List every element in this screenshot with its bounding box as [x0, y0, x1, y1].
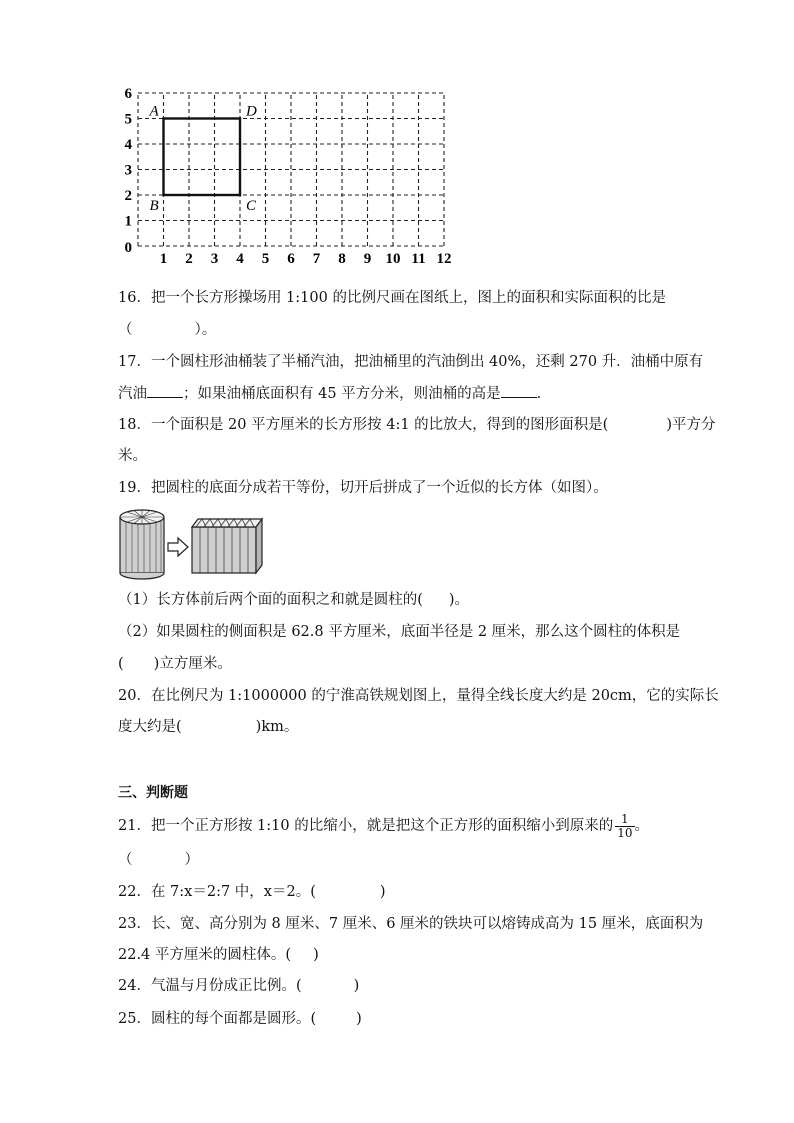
cylinder-figure-svg: [116, 503, 266, 583]
q20-open: 度大约是(: [118, 719, 182, 735]
point-label-c: C: [246, 198, 257, 214]
q19-sub1-text: （1）长方体前后两个面的面积之和就是圆柱的(: [118, 592, 423, 608]
q16-line1: 16．把一个长方形操场用 1:100 的比例尺画在图纸上，图上的面积和实际面积的比是: [118, 290, 666, 306]
cylinder-to-cuboid-figure: [116, 503, 266, 583]
y-tick-label: 6: [124, 86, 132, 102]
x-tick-label: 1: [159, 251, 168, 267]
x-tick-label: 2: [185, 251, 193, 267]
x-tick-label: 11: [411, 251, 426, 267]
q20-line1: 20．在比例尺为 1:1000000 的宁淮高铁规划图上，量得全线长度大约是 20cm，它的实际长: [118, 688, 719, 704]
q17-answer-blank-1[interactable]: [147, 397, 183, 398]
q19-sub1-close: )。: [448, 592, 470, 608]
y-tick-label: 4: [124, 137, 132, 153]
grid-svg: [112, 86, 462, 280]
q22-text: 22．在 7:x＝2:7 中，x＝2。(: [118, 884, 316, 900]
q19-sub2-open: (: [118, 656, 124, 672]
point-label-d: D: [246, 103, 257, 120]
section-title-judgment: 三、判断题: [118, 785, 188, 801]
q23-close: ): [313, 947, 319, 963]
q24-line: [118, 976, 359, 996]
point-label-a: A: [149, 103, 159, 120]
q25-text: 25．圆柱的每个面都是圆形。(: [118, 1011, 317, 1027]
x-tick-label: 3: [210, 251, 219, 267]
point-label-b: B: [149, 198, 159, 214]
x-tick-label: 7: [312, 251, 321, 267]
q21-end: 。: [634, 818, 650, 834]
q16-line2: [118, 320, 216, 340]
y-tick-label: 1: [124, 213, 132, 230]
q22-line: [118, 882, 386, 902]
x-tick-label: 9: [363, 251, 372, 267]
q19-sub2-line2: [118, 654, 232, 674]
arrow-shape: [168, 538, 188, 556]
q23-text: 22.4 平方厘米的圆柱体。(: [118, 947, 292, 963]
q18-close: )平方分: [666, 417, 716, 433]
q22-close: ): [379, 884, 386, 900]
cylinder-shape: [120, 510, 164, 579]
x-tick-label: 12: [436, 251, 452, 267]
origin-label: 0: [124, 240, 132, 256]
q21-line2: [118, 850, 199, 870]
q21-close: ）: [184, 852, 199, 868]
q18-line1: [118, 415, 716, 435]
q17-line2: [118, 384, 551, 404]
coordinate-grid-figure: [112, 86, 462, 280]
q19-sub1: [118, 590, 469, 610]
q21-text: 21．把一个正方形按 1:10 的比缩小，就是把这个正方形的面积缩小到原来的: [118, 818, 614, 834]
x-tick-label: 10: [385, 251, 401, 267]
q20-close: )km。: [255, 719, 299, 735]
q20-line2: [118, 717, 298, 737]
q19-line1: 19．把圆柱的底面分成若干等份，切开后拼成了一个近似的长方体（如图）。: [118, 480, 608, 496]
y-tick-label: 3: [124, 162, 132, 179]
q18-text: 18．一个面积是 20 平方厘米的长方形按 4:1 的比放大，得到的图形面积是(: [118, 417, 609, 433]
x-tick-label: 6: [287, 251, 295, 267]
q21-frac-numerator: 1: [615, 813, 634, 827]
q21-fraction: [615, 813, 634, 840]
q17-text-b: ；如果油桶底面积有 45 平方分米，则油桶的高是: [183, 386, 501, 402]
x-tick-label: 8: [338, 251, 346, 267]
q19-sub2: （2）如果圆柱的侧面积是 62.8 平方厘米，底面半径是 2 厘米，那么这个圆柱的体积是: [118, 624, 681, 640]
cuboid-shape: [192, 519, 262, 573]
q17-text-a: 汽油: [118, 386, 147, 402]
q23-line2: [118, 945, 319, 965]
q17-line1: 17．一个圆柱形油桶装了半桶汽油，把油桶里的汽油倒出 40%，还剩 270 升．油桶中原有: [118, 354, 704, 370]
q17-answer-blank-2[interactable]: [501, 397, 537, 398]
y-tick-label: 2: [124, 188, 132, 204]
q19-sub2-close: )立方厘米。: [153, 656, 232, 672]
q17-text-c: ．: [536, 386, 552, 402]
q21-frac-denominator: 10: [617, 825, 633, 840]
q24-text: 24．气温与月份成正比例。(: [118, 978, 302, 994]
x-tick-label: 5: [261, 251, 270, 267]
q25-line: [118, 1009, 362, 1029]
q24-close: ): [353, 978, 360, 994]
q16-close-paren: ）。: [194, 322, 217, 338]
q16-open-paren: （: [118, 322, 133, 338]
q25-close: ): [356, 1011, 362, 1027]
y-tick-label: 5: [124, 111, 132, 128]
q21-line1: [118, 812, 649, 840]
x-tick-label: 4: [236, 251, 244, 267]
q21-open: （: [118, 852, 133, 868]
q18-line2: 米。: [118, 448, 147, 464]
rectangle-abcd: [164, 119, 241, 196]
q23-line1: 23．长、宽、高分别为 8 厘米、7 厘米、6 厘米的铁块可以熔铸成高为 15 厘米，底面积为: [118, 916, 704, 932]
